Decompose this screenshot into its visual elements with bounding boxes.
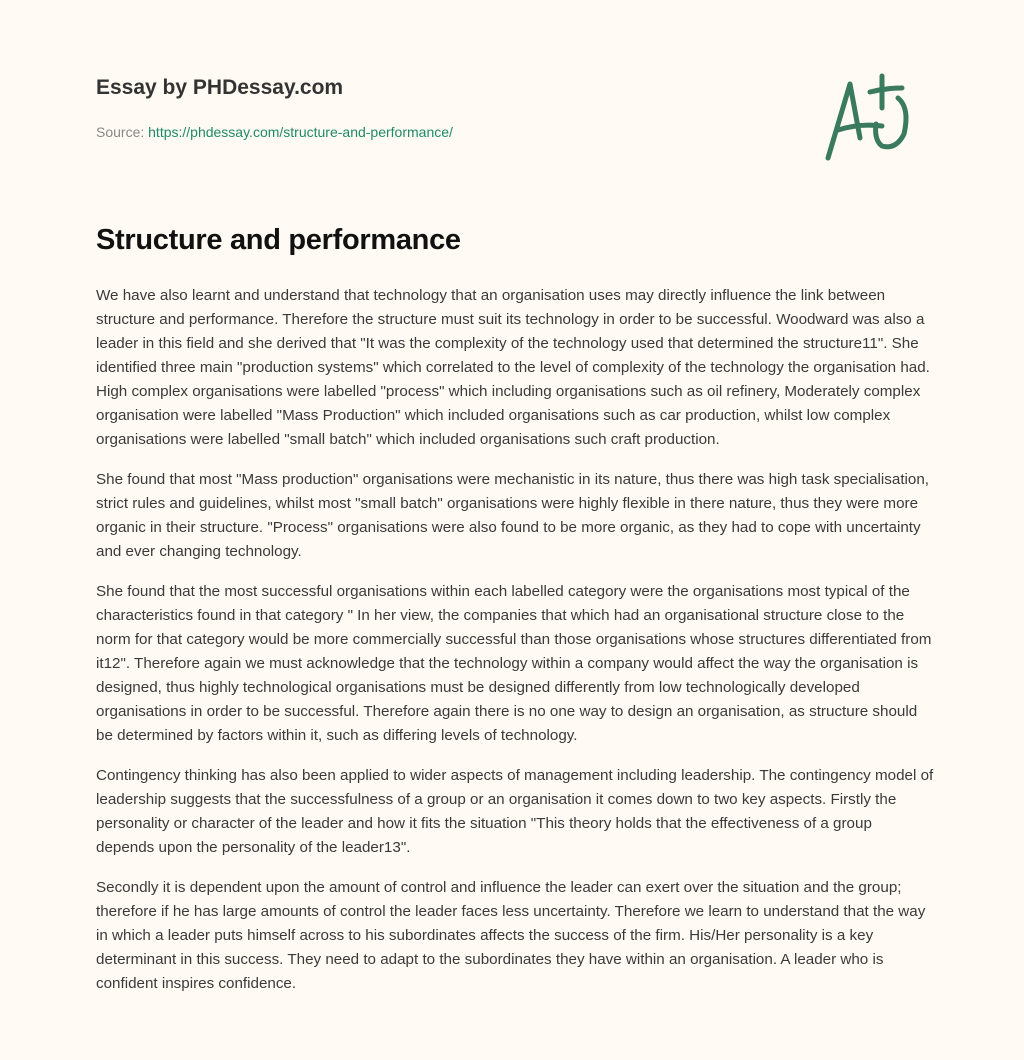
source-label: Source: xyxy=(96,124,145,140)
paragraph: Contingency thinking has also been applied to wider aspects of management including leadership. The contingency model of leadership suggests that the successfulness of a group or an organisation it comes down to two key aspects. Firstly the personality or character of the leader and how it fits the situation "This theory holds that the effectiveness of a group depends upon the personality of the leader13". xyxy=(96,767,934,856)
source-line xyxy=(96,124,453,140)
a-plus-logo-icon xyxy=(820,68,930,168)
paragraph: We have also learnt and understand that technology that an organisation uses may directly influence the link between structure and performance. Therefore the structure must suit its technology in order to be successful. Woodward was also a leader in this field and she derived that "It was the complexity of the technology used that determined the structure11". She identified three main "production systems" which correlated to the level of complexity of the technology the organisation had. High complex organisations were labelled "process" which including organisations such as oil refinery, Moderately complex organisation were labelled "Mass Production" which included organisations such as car production, whilst low complex organisations were labelled "small batch" which included organisations such craft production. xyxy=(96,287,930,448)
source-link[interactable]: https://phdessay.com/structure-and-performance/ xyxy=(148,124,453,140)
article-body xyxy=(96,284,934,1012)
paragraph: Secondly it is dependent upon the amount of control and influence the leader can exert over the situation and the group; therefore if he has large amounts of control the leader faces less uncertainty. Therefore we learn to understand that the way in which a leader puts himself across to his subordinates affects the success of the firm. His/Her personality is a key determinant in this success. They need to adapt to the subordinates they have within an organisation. A leader who is confident inspires confidence. xyxy=(96,879,926,992)
site-title: Essay by PHDessay.com xyxy=(96,76,344,99)
paragraph: She found that the most successful organisations within each labelled category were the organisations most typical of the characteristics found in that category " In her view, the companies that which had an organisational structure close to the norm for that category would be more commercially successful than those organisations whose structures differentiated from it12". Therefore again we must acknowledge that the technology within a company would affect the way the organisation is designed, thus highly technological organisations must be designed differently from low technologically developed organisations in order to be successful. Therefore again there is no one way to design an organisation, as structure should be determined by factors within it, such as differing levels of technology. xyxy=(96,583,932,744)
paragraph: She found that most "Mass production" organisations were mechanistic in its nature, thus there was high task specialisation, strict rules and guidelines, whilst most "small batch" organisations were highly flexible in there nature, thus they were more organic in their structure. "Process" organisations were also found to be more organic, as they had to cope with uncertainty and ever changing technology. xyxy=(96,471,930,560)
article-title: Structure and performance xyxy=(96,224,461,256)
